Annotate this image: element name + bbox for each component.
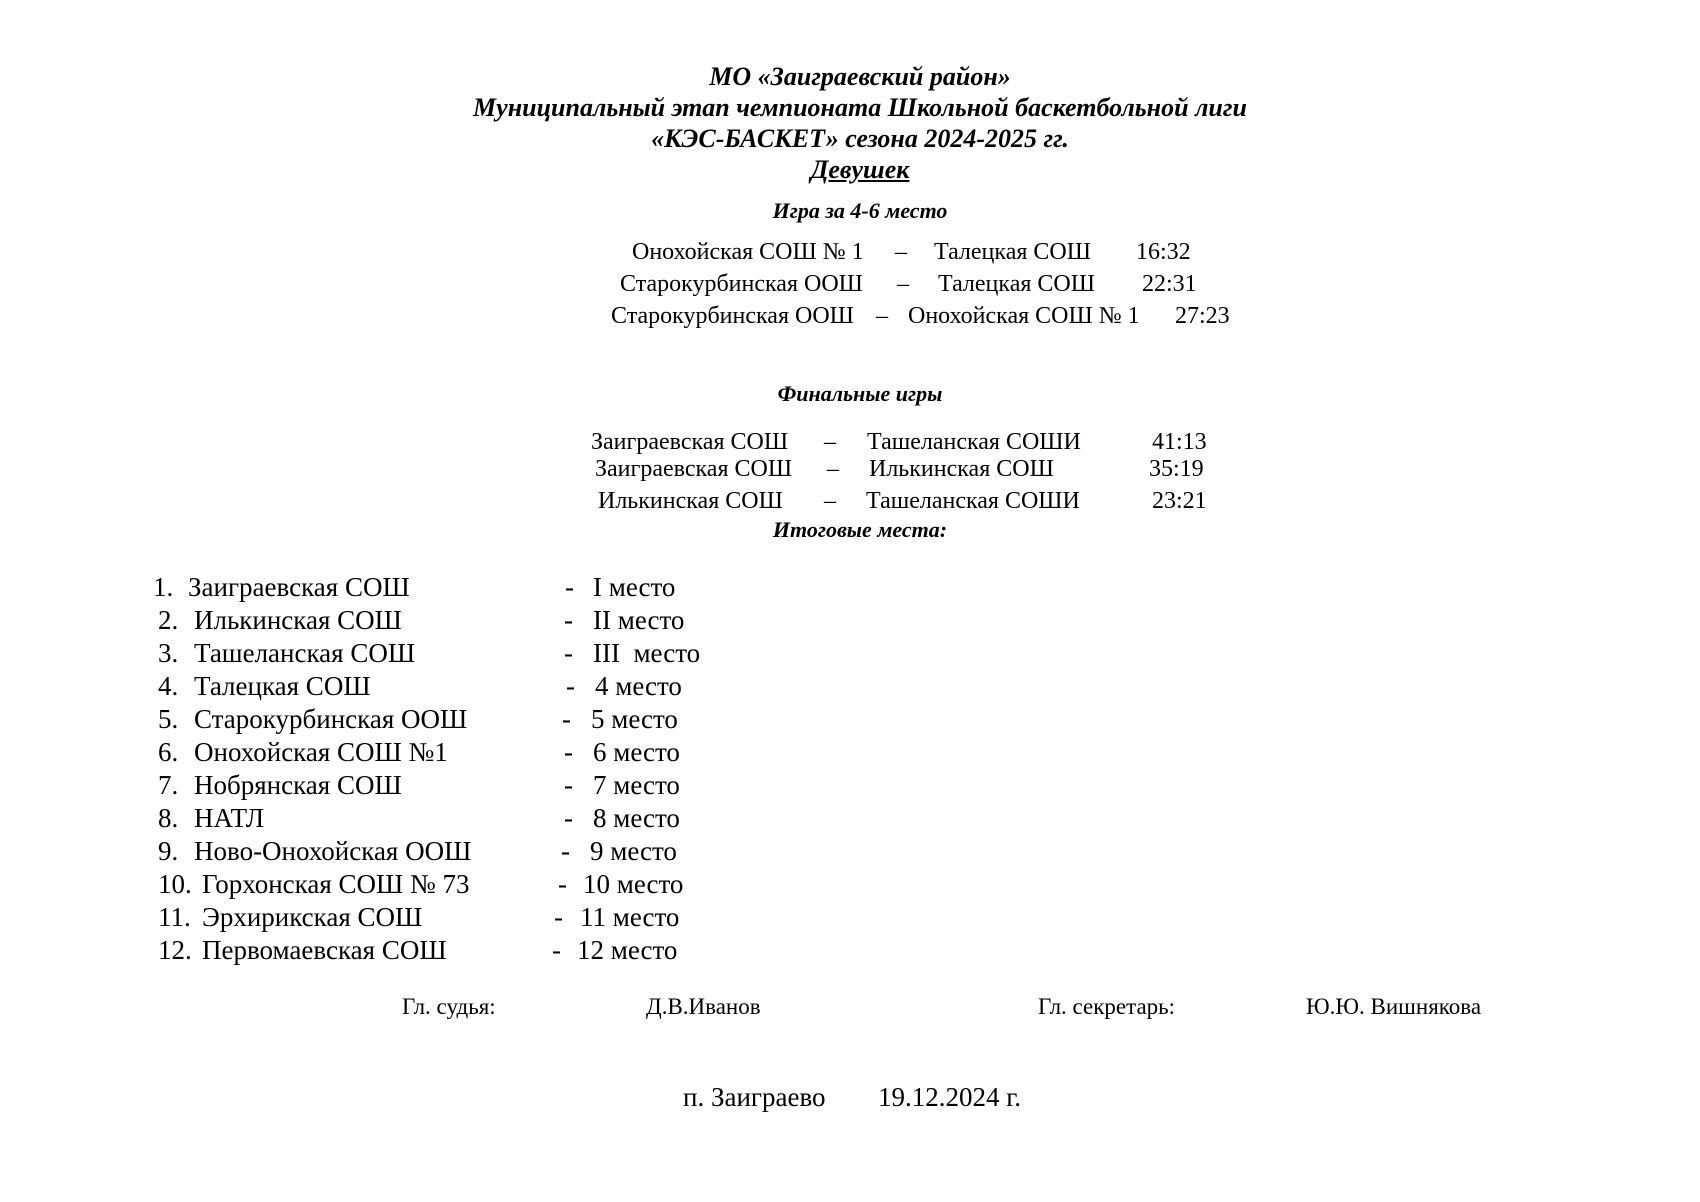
standings-row	[0, 802, 800, 834]
judge-name: Д.В.Иванов	[646, 994, 761, 1019]
standings-dash: -	[564, 605, 573, 635]
standings-row	[0, 670, 800, 702]
standings-row	[0, 637, 800, 669]
standings-row	[0, 736, 800, 768]
standings-dash: -	[564, 638, 573, 668]
standings-num: 12.	[158, 935, 192, 965]
section-title-standings: Итоговые места:	[772, 517, 948, 542]
section-title-4-6: Игра за 4-6 место	[772, 198, 948, 223]
secretary-label: Гл. секретарь:	[1038, 994, 1176, 1019]
match-dash: –	[897, 271, 909, 297]
standings-num: 11.	[158, 902, 191, 932]
standings-num: 2.	[158, 605, 179, 635]
standings-place: 9 место	[590, 836, 677, 866]
standings-place: III место	[593, 638, 701, 668]
standings-dash: -	[564, 770, 573, 800]
match-score: 22:31	[1142, 271, 1197, 297]
match-team1: Старокурбинская ООШ	[611, 303, 854, 329]
match-row	[0, 487, 1700, 515]
footer-date: 19.12.2024 г.	[878, 1082, 1022, 1112]
match-row	[0, 455, 1700, 483]
standings-num: 4.	[158, 671, 179, 701]
header-line-1: МО «Заиграевский район»	[709, 62, 1011, 91]
header-line-4: Девушек	[810, 155, 910, 184]
match-dash: –	[827, 456, 839, 482]
match-dash: –	[824, 429, 836, 455]
standings-place: 6 место	[593, 737, 680, 767]
judge-label: Гл. судья:	[402, 994, 496, 1019]
standings-team: НАТЛ	[194, 803, 265, 833]
match-team2: Ташеланская СОШИ	[867, 429, 1081, 455]
standings-dash: -	[554, 902, 563, 932]
match-row	[0, 428, 1700, 456]
match-team1: Старокурбинская ООШ	[620, 271, 863, 297]
standings-team: Нобрянская СОШ	[194, 770, 402, 800]
standings-dash: -	[552, 935, 561, 965]
standings-dash: -	[561, 836, 570, 866]
standings-place: 12 место	[577, 935, 678, 965]
standings-team: Онохойская СОШ №1	[194, 737, 448, 767]
match-dash: –	[895, 239, 907, 265]
standings-team: Старокурбинская ООШ	[194, 704, 468, 734]
standings-row	[0, 901, 800, 933]
match-team2: Талецкая СОШ	[938, 271, 1095, 297]
standings-place: 7 место	[593, 770, 680, 800]
match-score: 41:13	[1152, 429, 1207, 455]
match-row	[0, 302, 1700, 330]
standings-row	[0, 703, 800, 735]
standings-num: 1.	[153, 572, 174, 602]
standings-place: 10 место	[583, 869, 684, 899]
standings-dash: -	[566, 671, 575, 701]
standings-team: Ново-Онохойская ООШ	[194, 836, 472, 866]
standings-team: Ташеланская СОШ	[194, 638, 416, 668]
standings-row	[0, 571, 800, 603]
standings-team: Заиграевская СОШ	[188, 572, 410, 602]
match-team2: Талецкая СОШ	[934, 239, 1091, 265]
match-score: 27:23	[1175, 303, 1230, 329]
match-team2: Ташеланская СОШИ	[866, 488, 1080, 514]
standings-team: Первомаевская СОШ	[202, 935, 447, 965]
standings-place: 5 место	[591, 704, 678, 734]
match-team1: Онохойская СОШ № 1	[632, 239, 864, 265]
standings-dash: -	[565, 572, 574, 602]
match-team2: Илькинская СОШ	[869, 456, 1054, 482]
standings-num: 10.	[158, 869, 192, 899]
header-line-3: «КЭС-БАСКЕТ» сезона 2024-2025 гг.	[651, 124, 1069, 153]
standings-row	[0, 604, 800, 636]
standings-team: Талецкая СОШ	[194, 671, 371, 701]
standings-team: Эрхирикская СОШ	[202, 902, 423, 932]
standings-dash: -	[558, 869, 567, 899]
match-row	[0, 238, 1700, 266]
standings-dash: -	[562, 704, 571, 734]
match-row	[0, 270, 1700, 298]
match-dash: –	[876, 303, 888, 329]
footer-place: п. Заиграево	[683, 1082, 826, 1112]
standings-team: Илькинская СОШ	[194, 605, 402, 635]
standings-row	[0, 934, 800, 966]
match-score: 35:19	[1149, 456, 1204, 482]
match-team1: Заиграевская СОШ	[591, 429, 789, 455]
standings-num: 7.	[158, 770, 179, 800]
standings-num: 8.	[158, 803, 179, 833]
standings-place: II место	[593, 605, 685, 635]
match-team1: Заиграевская СОШ	[595, 456, 793, 482]
standings-place: 8 место	[593, 803, 680, 833]
match-dash: –	[824, 488, 836, 514]
match-score: 16:32	[1136, 239, 1191, 265]
standings-num: 3.	[158, 638, 179, 668]
standings-place: 11 место	[580, 902, 680, 932]
standings-row	[0, 769, 800, 801]
standings-row	[0, 868, 800, 900]
standings-dash: -	[564, 737, 573, 767]
standings-row	[0, 835, 800, 867]
secretary-name: Ю.Ю. Вишнякова	[1306, 994, 1482, 1019]
match-score: 23:21	[1152, 488, 1207, 514]
standings-place: I место	[593, 572, 676, 602]
standings-num: 5.	[158, 704, 179, 734]
standings-team: Горхонская СОШ № 73	[202, 869, 470, 899]
standings-place: 4 место	[595, 671, 682, 701]
standings-num: 6.	[158, 737, 179, 767]
match-team1: Илькинская СОШ	[598, 488, 783, 514]
standings-num: 9.	[158, 836, 179, 866]
section-title-finals: Финальные игры	[777, 381, 943, 406]
header-line-2: Муниципальный этап чемпионата Школьной баскетбольной лиги	[473, 93, 1247, 122]
standings-dash: -	[564, 803, 573, 833]
match-team2: Онохойская СОШ № 1	[908, 303, 1140, 329]
